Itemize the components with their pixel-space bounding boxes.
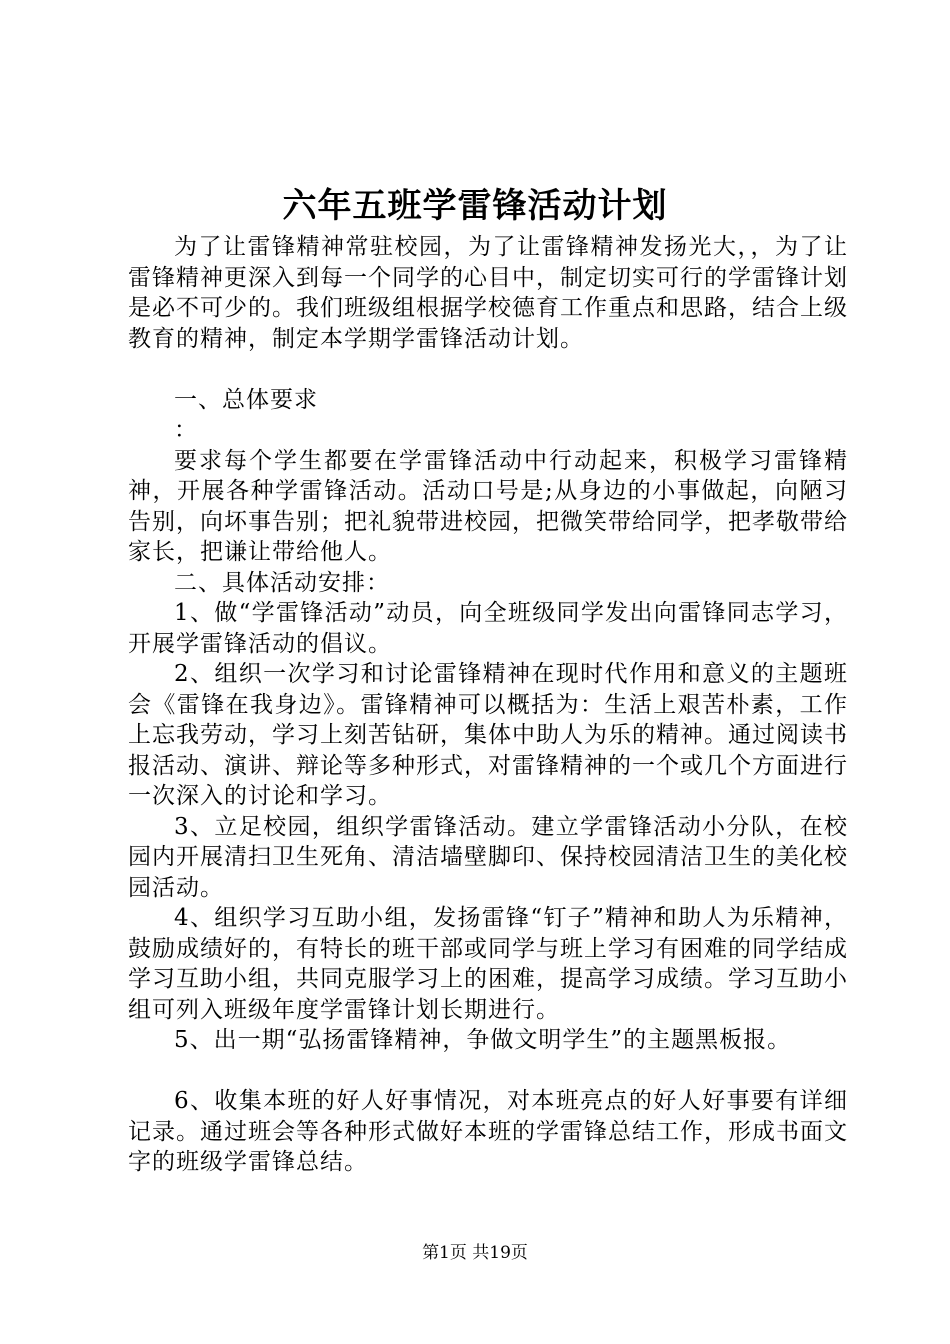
list-item: 3、立足校园，组织学雷锋活动。建立学雷锋活动小分队，在校园内开展清扫卫生死角、清洁墙壁脚印、保持校园清洁卫生的美化校园活动。 xyxy=(128,813,848,901)
spacer xyxy=(128,1056,848,1087)
section-colon: ： xyxy=(174,417,198,443)
section-heading-general: 一、总体要求 xyxy=(174,386,318,413)
document-title: 六年五班学雷锋活动计划 xyxy=(282,186,668,226)
list-item: 6、收集本班的好人好事情况，对本班亮点的好人好事要有详细记录。通过班会等各种形式做好本班的学雷锋总结工作，形成书面文字的班级学雷锋总结。 xyxy=(128,1088,848,1175)
intro-paragraph: 为了让雷锋精神常驻校园，为了让雷锋精神发扬光大，，为了让雷锋精神更深入到每一个同学的心目中，制定切实可行的学雷锋计划是必不可少的。我们班级组根据学校德育工作重点和思路，结合上级教育的精神，制定本学期学雷锋活动计划。 xyxy=(128,234,848,352)
spacer xyxy=(128,354,848,385)
list-item: 5、出一期“弘扬雷锋精神，争做文明学生”的主题黑板报。 xyxy=(174,1027,792,1053)
list-item: 2、组织一次学习和讨论雷锋精神在现时代作用和意义的主题班会《雷锋在我身边》。雷锋精神可以概括为：生活上艰苦朴素，工作上忘我劳动，学习上刻苦钻研，集体中助人为乐的精神。通过阅读书报活动、演讲、辩论等多种形式，对雷锋精神的一个或几个方面进行一次深入的讨论和学习。 xyxy=(128,661,848,809)
page-number: 第1页 共19页 xyxy=(422,1243,528,1263)
document-body xyxy=(128,232,848,1178)
list-item: 1、做“学雷锋活动”动员，向全班级同学发出向雷锋同志学习，开展学雷锋活动的倡议。 xyxy=(128,600,848,657)
list-item: 4、组织学习互助小组，发扬雷锋“钉子”精神和助人为乐精神，鼓励成绩好的，有特长的班干部或同学与班上学习有困难的同学结成学习互助小组，共同克服学习上的困难，提高学习成绩。学习互助小组可列入班级年度学雷锋计划长期进行。 xyxy=(128,905,848,1023)
section-paragraph-general: 要求每个学生都要在学雷锋活动中行动起来，积极学习雷锋精神，开展各种学雷锋活动。活动口号是;从身边的小事做起，向陋习告别，向坏事告别；把礼貌带进校园，把微笑带给同学，把孝敬带给家长，把谦让带给他人。 xyxy=(128,447,848,565)
section-heading-activities: 二、具体活动安排： xyxy=(174,569,390,596)
